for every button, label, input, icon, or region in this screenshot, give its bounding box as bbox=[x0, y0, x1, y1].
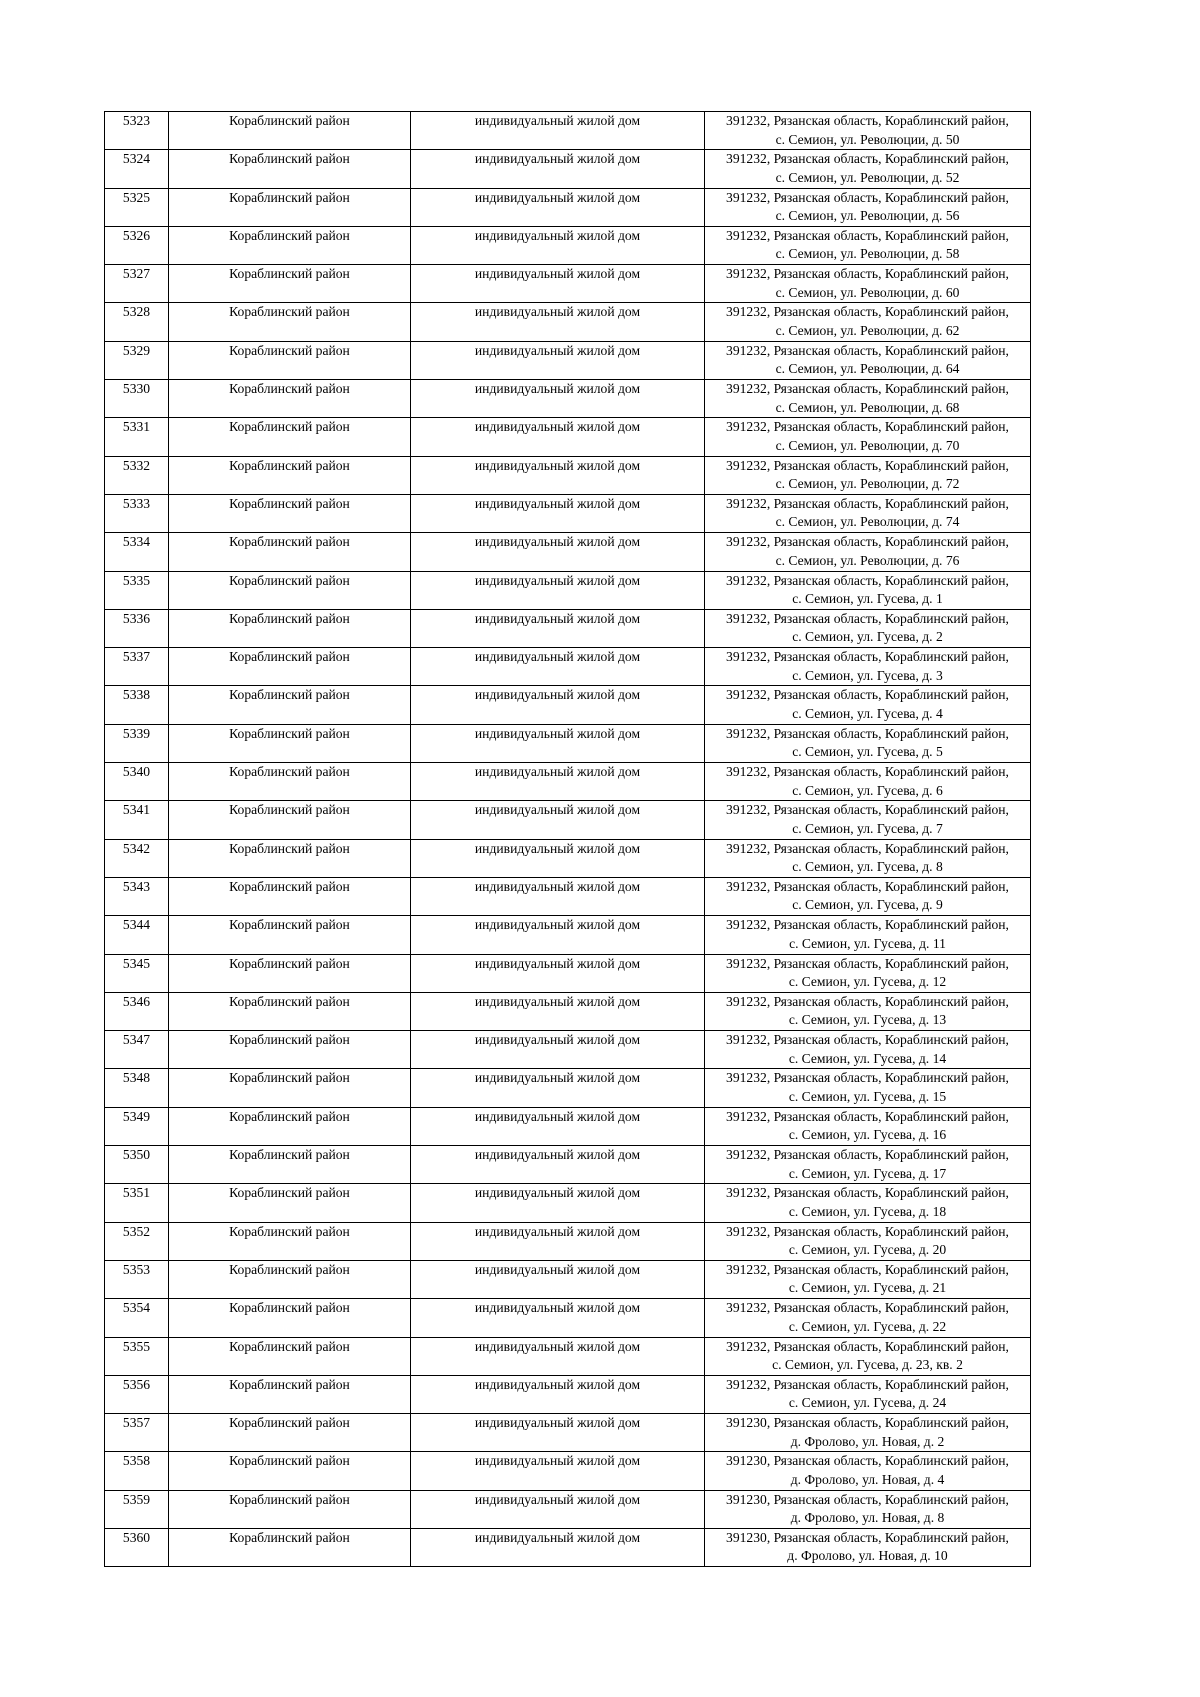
row-number-cell: 5330 bbox=[105, 380, 169, 418]
row-number-cell: 5323 bbox=[105, 112, 169, 150]
row-number-cell: 5326 bbox=[105, 226, 169, 264]
address-line-1: 391232, Рязанская область, Кораблинский район, bbox=[726, 1185, 1009, 1201]
address-line-2: д. Фролово, ул. Новая, д. 2 bbox=[790, 1433, 945, 1449]
address-cell bbox=[705, 954, 1031, 992]
address-line-2: с. Семион, ул. Гусева, д. 12 bbox=[788, 974, 947, 990]
district-cell: Кораблинский район bbox=[169, 533, 411, 571]
object-type-cell: индивидуальный жилой дом bbox=[411, 954, 705, 992]
address-line-1: 391232, Рязанская область, Кораблинский район, bbox=[726, 381, 1009, 397]
address-line-1: 391230, Рязанская область, Кораблинский район, bbox=[726, 1415, 1009, 1431]
address-line-1: 391232, Рязанская область, Кораблинский район, bbox=[726, 1300, 1009, 1316]
table-row bbox=[105, 494, 1031, 532]
address-line-1: 391232, Рязанская область, Кораблинский район, bbox=[726, 1108, 1009, 1124]
district-cell: Кораблинский район bbox=[169, 686, 411, 724]
object-type-cell: индивидуальный жилой дом bbox=[411, 1222, 705, 1260]
address-cell bbox=[705, 877, 1031, 915]
address-line-2: с. Семион, ул. Гусева, д. 14 bbox=[788, 1050, 947, 1066]
object-type-cell: индивидуальный жилой дом bbox=[411, 1146, 705, 1184]
district-cell: Кораблинский район bbox=[169, 1452, 411, 1490]
address-cell bbox=[705, 1184, 1031, 1222]
address-line-1: 391232, Рязанская область, Кораблинский район, bbox=[726, 534, 1009, 550]
row-number-cell: 5335 bbox=[105, 571, 169, 609]
district-cell: Кораблинский район bbox=[169, 226, 411, 264]
table-row bbox=[105, 1146, 1031, 1184]
object-type-cell: индивидуальный жилой дом bbox=[411, 724, 705, 762]
address-cell bbox=[705, 341, 1031, 379]
address-line-2: с. Семион, ул. Гусева, д. 5 bbox=[792, 744, 943, 760]
address-cell bbox=[705, 839, 1031, 877]
address-cell bbox=[705, 686, 1031, 724]
district-cell: Кораблинский район bbox=[169, 1146, 411, 1184]
address-cell bbox=[705, 1107, 1031, 1145]
address-cell bbox=[705, 609, 1031, 647]
district-cell: Кораблинский район bbox=[169, 303, 411, 341]
address-line-2: с. Семион, ул. Гусева, д. 18 bbox=[788, 1203, 947, 1219]
address-line-1: 391232, Рязанская область, Кораблинский район, bbox=[726, 1223, 1009, 1239]
row-number-cell: 5341 bbox=[105, 801, 169, 839]
table-row bbox=[105, 571, 1031, 609]
object-type-cell: индивидуальный жилой дом bbox=[411, 801, 705, 839]
table-row bbox=[105, 954, 1031, 992]
address-line-1: 391232, Рязанская область, Кораблинский район, bbox=[726, 993, 1009, 1009]
table-row bbox=[105, 418, 1031, 456]
table-row bbox=[105, 303, 1031, 341]
table-row bbox=[105, 609, 1031, 647]
address-line-2: с. Семион, ул. Революции, д. 76 bbox=[775, 552, 960, 568]
address-cell bbox=[705, 112, 1031, 150]
address-cell bbox=[705, 801, 1031, 839]
object-type-cell: индивидуальный жилой дом bbox=[411, 456, 705, 494]
table-row bbox=[105, 916, 1031, 954]
table-row bbox=[105, 877, 1031, 915]
object-type-cell: индивидуальный жилой дом bbox=[411, 303, 705, 341]
district-cell: Кораблинский район bbox=[169, 648, 411, 686]
object-type-cell: индивидуальный жилой дом bbox=[411, 150, 705, 188]
address-line-2: с. Семион, ул. Гусева, д. 20 bbox=[788, 1242, 947, 1258]
table-row bbox=[105, 188, 1031, 226]
address-line-1: 391230, Рязанская область, Кораблинский район, bbox=[726, 1529, 1009, 1545]
district-cell: Кораблинский район bbox=[169, 954, 411, 992]
object-type-cell: индивидуальный жилой дом bbox=[411, 992, 705, 1030]
address-line-1: 391232, Рязанская область, Кораблинский район, bbox=[726, 649, 1009, 665]
table-row bbox=[105, 1107, 1031, 1145]
address-line-2: с. Семион, ул. Гусева, д. 3 bbox=[792, 667, 943, 683]
address-line-2: д. Фролово, ул. Новая, д. 10 bbox=[787, 1548, 948, 1564]
row-number-cell: 5352 bbox=[105, 1222, 169, 1260]
address-line-1: 391232, Рязанская область, Кораблинский район, bbox=[726, 572, 1009, 588]
row-number-cell: 5334 bbox=[105, 533, 169, 571]
district-cell: Кораблинский район bbox=[169, 763, 411, 801]
district-cell: Кораблинский район bbox=[169, 1528, 411, 1566]
address-line-1: 391232, Рязанская область, Кораблинский район, bbox=[726, 113, 1009, 128]
address-cell bbox=[705, 763, 1031, 801]
table-row bbox=[105, 1260, 1031, 1298]
address-line-2: с. Семион, ул. Революции, д. 56 bbox=[775, 208, 960, 224]
address-cell bbox=[705, 226, 1031, 264]
address-line-1: 391232, Рязанская область, Кораблинский район, bbox=[726, 1147, 1009, 1163]
address-line-1: 391232, Рязанская область, Кораблинский район, bbox=[726, 304, 1009, 320]
table-row bbox=[105, 112, 1031, 150]
address-cell bbox=[705, 1260, 1031, 1298]
row-number-cell: 5328 bbox=[105, 303, 169, 341]
object-type-cell: индивидуальный жилой дом bbox=[411, 418, 705, 456]
address-cell bbox=[705, 1222, 1031, 1260]
row-number-cell: 5350 bbox=[105, 1146, 169, 1184]
object-type-cell: индивидуальный жилой дом bbox=[411, 839, 705, 877]
address-cell bbox=[705, 1069, 1031, 1107]
object-type-cell: индивидуальный жилой дом bbox=[411, 494, 705, 532]
address-cell bbox=[705, 1490, 1031, 1528]
district-cell: Кораблинский район bbox=[169, 801, 411, 839]
district-cell: Кораблинский район bbox=[169, 1375, 411, 1413]
object-type-cell: индивидуальный жилой дом bbox=[411, 648, 705, 686]
district-cell: Кораблинский район bbox=[169, 1107, 411, 1145]
address-line-1: 391232, Рязанская область, Кораблинский район, bbox=[726, 917, 1009, 933]
row-number-cell: 5332 bbox=[105, 456, 169, 494]
district-cell: Кораблинский район bbox=[169, 1260, 411, 1298]
row-number-cell: 5355 bbox=[105, 1337, 169, 1375]
district-cell: Кораблинский район bbox=[169, 839, 411, 877]
row-number-cell: 5327 bbox=[105, 265, 169, 303]
object-type-cell: индивидуальный жилой дом bbox=[411, 1299, 705, 1337]
address-line-1: 391232, Рязанская область, Кораблинский район, bbox=[726, 419, 1009, 435]
district-cell: Кораблинский район bbox=[169, 1222, 411, 1260]
district-cell: Кораблинский район bbox=[169, 724, 411, 762]
table-row bbox=[105, 763, 1031, 801]
table-row bbox=[105, 1031, 1031, 1069]
district-cell: Кораблинский район bbox=[169, 571, 411, 609]
address-line-2: с. Семион, ул. Революции, д. 52 bbox=[775, 169, 960, 185]
row-number-cell: 5357 bbox=[105, 1414, 169, 1452]
object-type-cell: индивидуальный жилой дом bbox=[411, 265, 705, 303]
address-line-2: с. Семион, ул. Революции, д. 64 bbox=[775, 361, 960, 377]
object-type-cell: индивидуальный жилой дом bbox=[411, 877, 705, 915]
address-line-2: с. Семион, ул. Революции, д. 74 bbox=[775, 514, 960, 530]
row-number-cell: 5349 bbox=[105, 1107, 169, 1145]
address-cell bbox=[705, 380, 1031, 418]
district-cell: Кораблинский район bbox=[169, 992, 411, 1030]
row-number-cell: 5358 bbox=[105, 1452, 169, 1490]
table-row bbox=[105, 1528, 1031, 1566]
object-type-cell: индивидуальный жилой дом bbox=[411, 1490, 705, 1528]
row-number-cell: 5354 bbox=[105, 1299, 169, 1337]
address-cell bbox=[705, 571, 1031, 609]
table-row bbox=[105, 1222, 1031, 1260]
address-line-2: д. Фролово, ул. Новая, д. 8 bbox=[790, 1510, 945, 1526]
registry-table bbox=[104, 111, 1031, 1567]
address-line-1: 391232, Рязанская область, Кораблинский район, bbox=[726, 151, 1009, 167]
address-line-1: 391232, Рязанская область, Кораблинский район, bbox=[726, 687, 1009, 703]
object-type-cell: индивидуальный жилой дом bbox=[411, 609, 705, 647]
table-row bbox=[105, 648, 1031, 686]
address-line-1: 391232, Рязанская область, Кораблинский район, bbox=[726, 1070, 1009, 1086]
address-cell bbox=[705, 1528, 1031, 1566]
address-line-2: с. Семион, ул. Гусева, д. 11 bbox=[789, 935, 946, 951]
address-line-1: 391232, Рязанская область, Кораблинский район, bbox=[726, 227, 1009, 243]
address-line-1: 391232, Рязанская область, Кораблинский район, bbox=[726, 878, 1009, 894]
address-line-2: с. Семион, ул. Гусева, д. 6 bbox=[792, 782, 943, 798]
address-line-1: 391232, Рязанская область, Кораблинский район, bbox=[726, 189, 1009, 205]
address-line-2: с. Семион, ул. Гусева, д. 15 bbox=[788, 1088, 947, 1104]
row-number-cell: 5325 bbox=[105, 188, 169, 226]
district-cell: Кораблинский район bbox=[169, 341, 411, 379]
table-row bbox=[105, 226, 1031, 264]
address-cell bbox=[705, 188, 1031, 226]
registry-table-body bbox=[105, 112, 1031, 1567]
address-line-2: с. Семион, ул. Гусева, д. 7 bbox=[792, 820, 943, 836]
address-line-2: с. Семион, ул. Гусева, д. 16 bbox=[788, 1127, 947, 1143]
address-line-2: с. Семион, ул. Гусева, д. 13 bbox=[788, 1012, 947, 1028]
row-number-cell: 5360 bbox=[105, 1528, 169, 1566]
district-cell: Кораблинский район bbox=[169, 609, 411, 647]
address-cell bbox=[705, 1375, 1031, 1413]
table-row bbox=[105, 533, 1031, 571]
address-line-1: 391232, Рязанская область, Кораблинский район, bbox=[726, 1032, 1009, 1048]
address-line-2: с. Семион, ул. Революции, д. 50 bbox=[775, 131, 960, 147]
table-row bbox=[105, 1490, 1031, 1528]
object-type-cell: индивидуальный жилой дом bbox=[411, 533, 705, 571]
district-cell: Кораблинский район bbox=[169, 1414, 411, 1452]
address-line-1: 391232, Рязанская область, Кораблинский район, bbox=[726, 1338, 1009, 1354]
address-cell bbox=[705, 1299, 1031, 1337]
address-line-1: 391232, Рязанская область, Кораблинский район, bbox=[726, 725, 1009, 741]
address-cell bbox=[705, 648, 1031, 686]
district-cell: Кораблинский район bbox=[169, 1337, 411, 1375]
district-cell: Кораблинский район bbox=[169, 1299, 411, 1337]
district-cell: Кораблинский район bbox=[169, 418, 411, 456]
address-cell bbox=[705, 1031, 1031, 1069]
table-row bbox=[105, 801, 1031, 839]
object-type-cell: индивидуальный жилой дом bbox=[411, 1069, 705, 1107]
row-number-cell: 5336 bbox=[105, 609, 169, 647]
object-type-cell: индивидуальный жилой дом bbox=[411, 1528, 705, 1566]
address-line-2: с. Семион, ул. Революции, д. 72 bbox=[775, 476, 960, 492]
table-row bbox=[105, 1069, 1031, 1107]
object-type-cell: индивидуальный жилой дом bbox=[411, 1452, 705, 1490]
address-cell bbox=[705, 724, 1031, 762]
district-cell: Кораблинский район bbox=[169, 456, 411, 494]
object-type-cell: индивидуальный жилой дом bbox=[411, 1260, 705, 1298]
district-cell: Кораблинский район bbox=[169, 150, 411, 188]
row-number-cell: 5331 bbox=[105, 418, 169, 456]
row-number-cell: 5329 bbox=[105, 341, 169, 379]
district-cell: Кораблинский район bbox=[169, 1490, 411, 1528]
district-cell: Кораблинский район bbox=[169, 1069, 411, 1107]
table-row bbox=[105, 265, 1031, 303]
row-number-cell: 5337 bbox=[105, 648, 169, 686]
address-cell bbox=[705, 1146, 1031, 1184]
address-cell bbox=[705, 150, 1031, 188]
row-number-cell: 5340 bbox=[105, 763, 169, 801]
object-type-cell: индивидуальный жилой дом bbox=[411, 380, 705, 418]
district-cell: Кораблинский район bbox=[169, 877, 411, 915]
row-number-cell: 5353 bbox=[105, 1260, 169, 1298]
district-cell: Кораблинский район bbox=[169, 380, 411, 418]
address-line-1: 391232, Рязанская область, Кораблинский район, bbox=[726, 802, 1009, 818]
address-line-1: 391230, Рязанская область, Кораблинский район, bbox=[726, 1453, 1009, 1469]
address-line-2: д. Фролово, ул. Новая, д. 4 bbox=[790, 1471, 945, 1487]
table-row bbox=[105, 380, 1031, 418]
address-line-2: с. Семион, ул. Гусева, д. 21 bbox=[788, 1280, 947, 1296]
address-line-1: 391232, Рязанская область, Кораблинский район, bbox=[726, 1261, 1009, 1277]
address-cell bbox=[705, 1337, 1031, 1375]
row-number-cell: 5342 bbox=[105, 839, 169, 877]
row-number-cell: 5344 bbox=[105, 916, 169, 954]
address-cell bbox=[705, 1414, 1031, 1452]
district-cell: Кораблинский район bbox=[169, 112, 411, 150]
address-line-1: 391230, Рязанская область, Кораблинский район, bbox=[726, 1491, 1009, 1507]
address-line-2: с. Семион, ул. Революции, д. 70 bbox=[775, 437, 960, 453]
table-row bbox=[105, 839, 1031, 877]
row-number-cell: 5345 bbox=[105, 954, 169, 992]
address-line-2: с. Семион, ул. Гусева, д. 22 bbox=[788, 1318, 947, 1334]
address-line-2: с. Семион, ул. Революции, д. 62 bbox=[775, 322, 960, 338]
table-row bbox=[105, 1414, 1031, 1452]
district-cell: Кораблинский район bbox=[169, 1184, 411, 1222]
table-row bbox=[105, 1299, 1031, 1337]
district-cell: Кораблинский район bbox=[169, 1031, 411, 1069]
address-line-1: 391232, Рязанская область, Кораблинский район, bbox=[726, 342, 1009, 358]
object-type-cell: индивидуальный жилой дом bbox=[411, 916, 705, 954]
address-cell bbox=[705, 533, 1031, 571]
row-number-cell: 5348 bbox=[105, 1069, 169, 1107]
table-row bbox=[105, 992, 1031, 1030]
district-cell: Кораблинский район bbox=[169, 265, 411, 303]
table-row bbox=[105, 724, 1031, 762]
address-line-1: 391232, Рязанская область, Кораблинский район, bbox=[726, 266, 1009, 282]
object-type-cell: индивидуальный жилой дом bbox=[411, 112, 705, 150]
address-line-1: 391232, Рязанская область, Кораблинский район, bbox=[726, 764, 1009, 780]
object-type-cell: индивидуальный жилой дом bbox=[411, 1031, 705, 1069]
address-line-2: с. Семион, ул. Гусева, д. 24 bbox=[788, 1395, 947, 1411]
object-type-cell: индивидуальный жилой дом bbox=[411, 1337, 705, 1375]
address-line-2: с. Семион, ул. Гусева, д. 1 bbox=[792, 591, 943, 607]
row-number-cell: 5324 bbox=[105, 150, 169, 188]
address-cell bbox=[705, 303, 1031, 341]
object-type-cell: индивидуальный жилой дом bbox=[411, 341, 705, 379]
district-cell: Кораблинский район bbox=[169, 188, 411, 226]
object-type-cell: индивидуальный жилой дом bbox=[411, 763, 705, 801]
address-line-2: с. Семион, ул. Гусева, д. 17 bbox=[788, 1165, 947, 1181]
object-type-cell: индивидуальный жилой дом bbox=[411, 1414, 705, 1452]
address-cell bbox=[705, 916, 1031, 954]
table-row bbox=[105, 686, 1031, 724]
object-type-cell: индивидуальный жилой дом bbox=[411, 226, 705, 264]
address-line-1: 391232, Рязанская область, Кораблинский район, bbox=[726, 610, 1009, 626]
address-line-2: с. Семион, ул. Гусева, д. 8 bbox=[792, 859, 943, 875]
address-cell bbox=[705, 418, 1031, 456]
address-line-2: с. Семион, ул. Революции, д. 68 bbox=[775, 399, 960, 415]
row-number-cell: 5346 bbox=[105, 992, 169, 1030]
address-cell bbox=[705, 1452, 1031, 1490]
row-number-cell: 5343 bbox=[105, 877, 169, 915]
address-cell bbox=[705, 992, 1031, 1030]
address-line-2: с. Семион, ул. Гусева, д. 23, кв. 2 bbox=[772, 1357, 963, 1372]
object-type-cell: индивидуальный жилой дом bbox=[411, 188, 705, 226]
object-type-cell: индивидуальный жилой дом bbox=[411, 1184, 705, 1222]
table-row bbox=[105, 1184, 1031, 1222]
table-row bbox=[105, 1337, 1031, 1375]
address-line-2: с. Семион, ул. Гусева, д. 9 bbox=[792, 897, 943, 913]
object-type-cell: индивидуальный жилой дом bbox=[411, 1107, 705, 1145]
row-number-cell: 5351 bbox=[105, 1184, 169, 1222]
address-line-2: с. Семион, ул. Революции, д. 60 bbox=[775, 284, 960, 300]
address-line-1: 391232, Рязанская область, Кораблинский район, bbox=[726, 840, 1009, 856]
address-cell bbox=[705, 265, 1031, 303]
row-number-cell: 5338 bbox=[105, 686, 169, 724]
table-row bbox=[105, 150, 1031, 188]
address-line-1: 391232, Рязанская область, Кораблинский район, bbox=[726, 1376, 1009, 1392]
object-type-cell: индивидуальный жилой дом bbox=[411, 686, 705, 724]
district-cell: Кораблинский район bbox=[169, 916, 411, 954]
row-number-cell: 5359 bbox=[105, 1490, 169, 1528]
table-row bbox=[105, 1452, 1031, 1490]
row-number-cell: 5339 bbox=[105, 724, 169, 762]
address-line-1: 391232, Рязанская область, Кораблинский район, bbox=[726, 495, 1009, 511]
address-line-2: с. Семион, ул. Гусева, д. 2 bbox=[792, 629, 943, 645]
table-row bbox=[105, 341, 1031, 379]
table-row bbox=[105, 1375, 1031, 1413]
address-cell bbox=[705, 456, 1031, 494]
row-number-cell: 5356 bbox=[105, 1375, 169, 1413]
table-row bbox=[105, 456, 1031, 494]
row-number-cell: 5347 bbox=[105, 1031, 169, 1069]
address-line-2: с. Семион, ул. Революции, д. 58 bbox=[775, 246, 960, 262]
address-line-1: 391232, Рязанская область, Кораблинский район, bbox=[726, 955, 1009, 971]
row-number-cell: 5333 bbox=[105, 494, 169, 532]
object-type-cell: индивидуальный жилой дом bbox=[411, 571, 705, 609]
address-line-2: с. Семион, ул. Гусева, д. 4 bbox=[792, 705, 943, 721]
district-cell: Кораблинский район bbox=[169, 494, 411, 532]
address-line-1: 391232, Рязанская область, Кораблинский район, bbox=[726, 457, 1009, 473]
object-type-cell: индивидуальный жилой дом bbox=[411, 1375, 705, 1413]
address-cell bbox=[705, 494, 1031, 532]
